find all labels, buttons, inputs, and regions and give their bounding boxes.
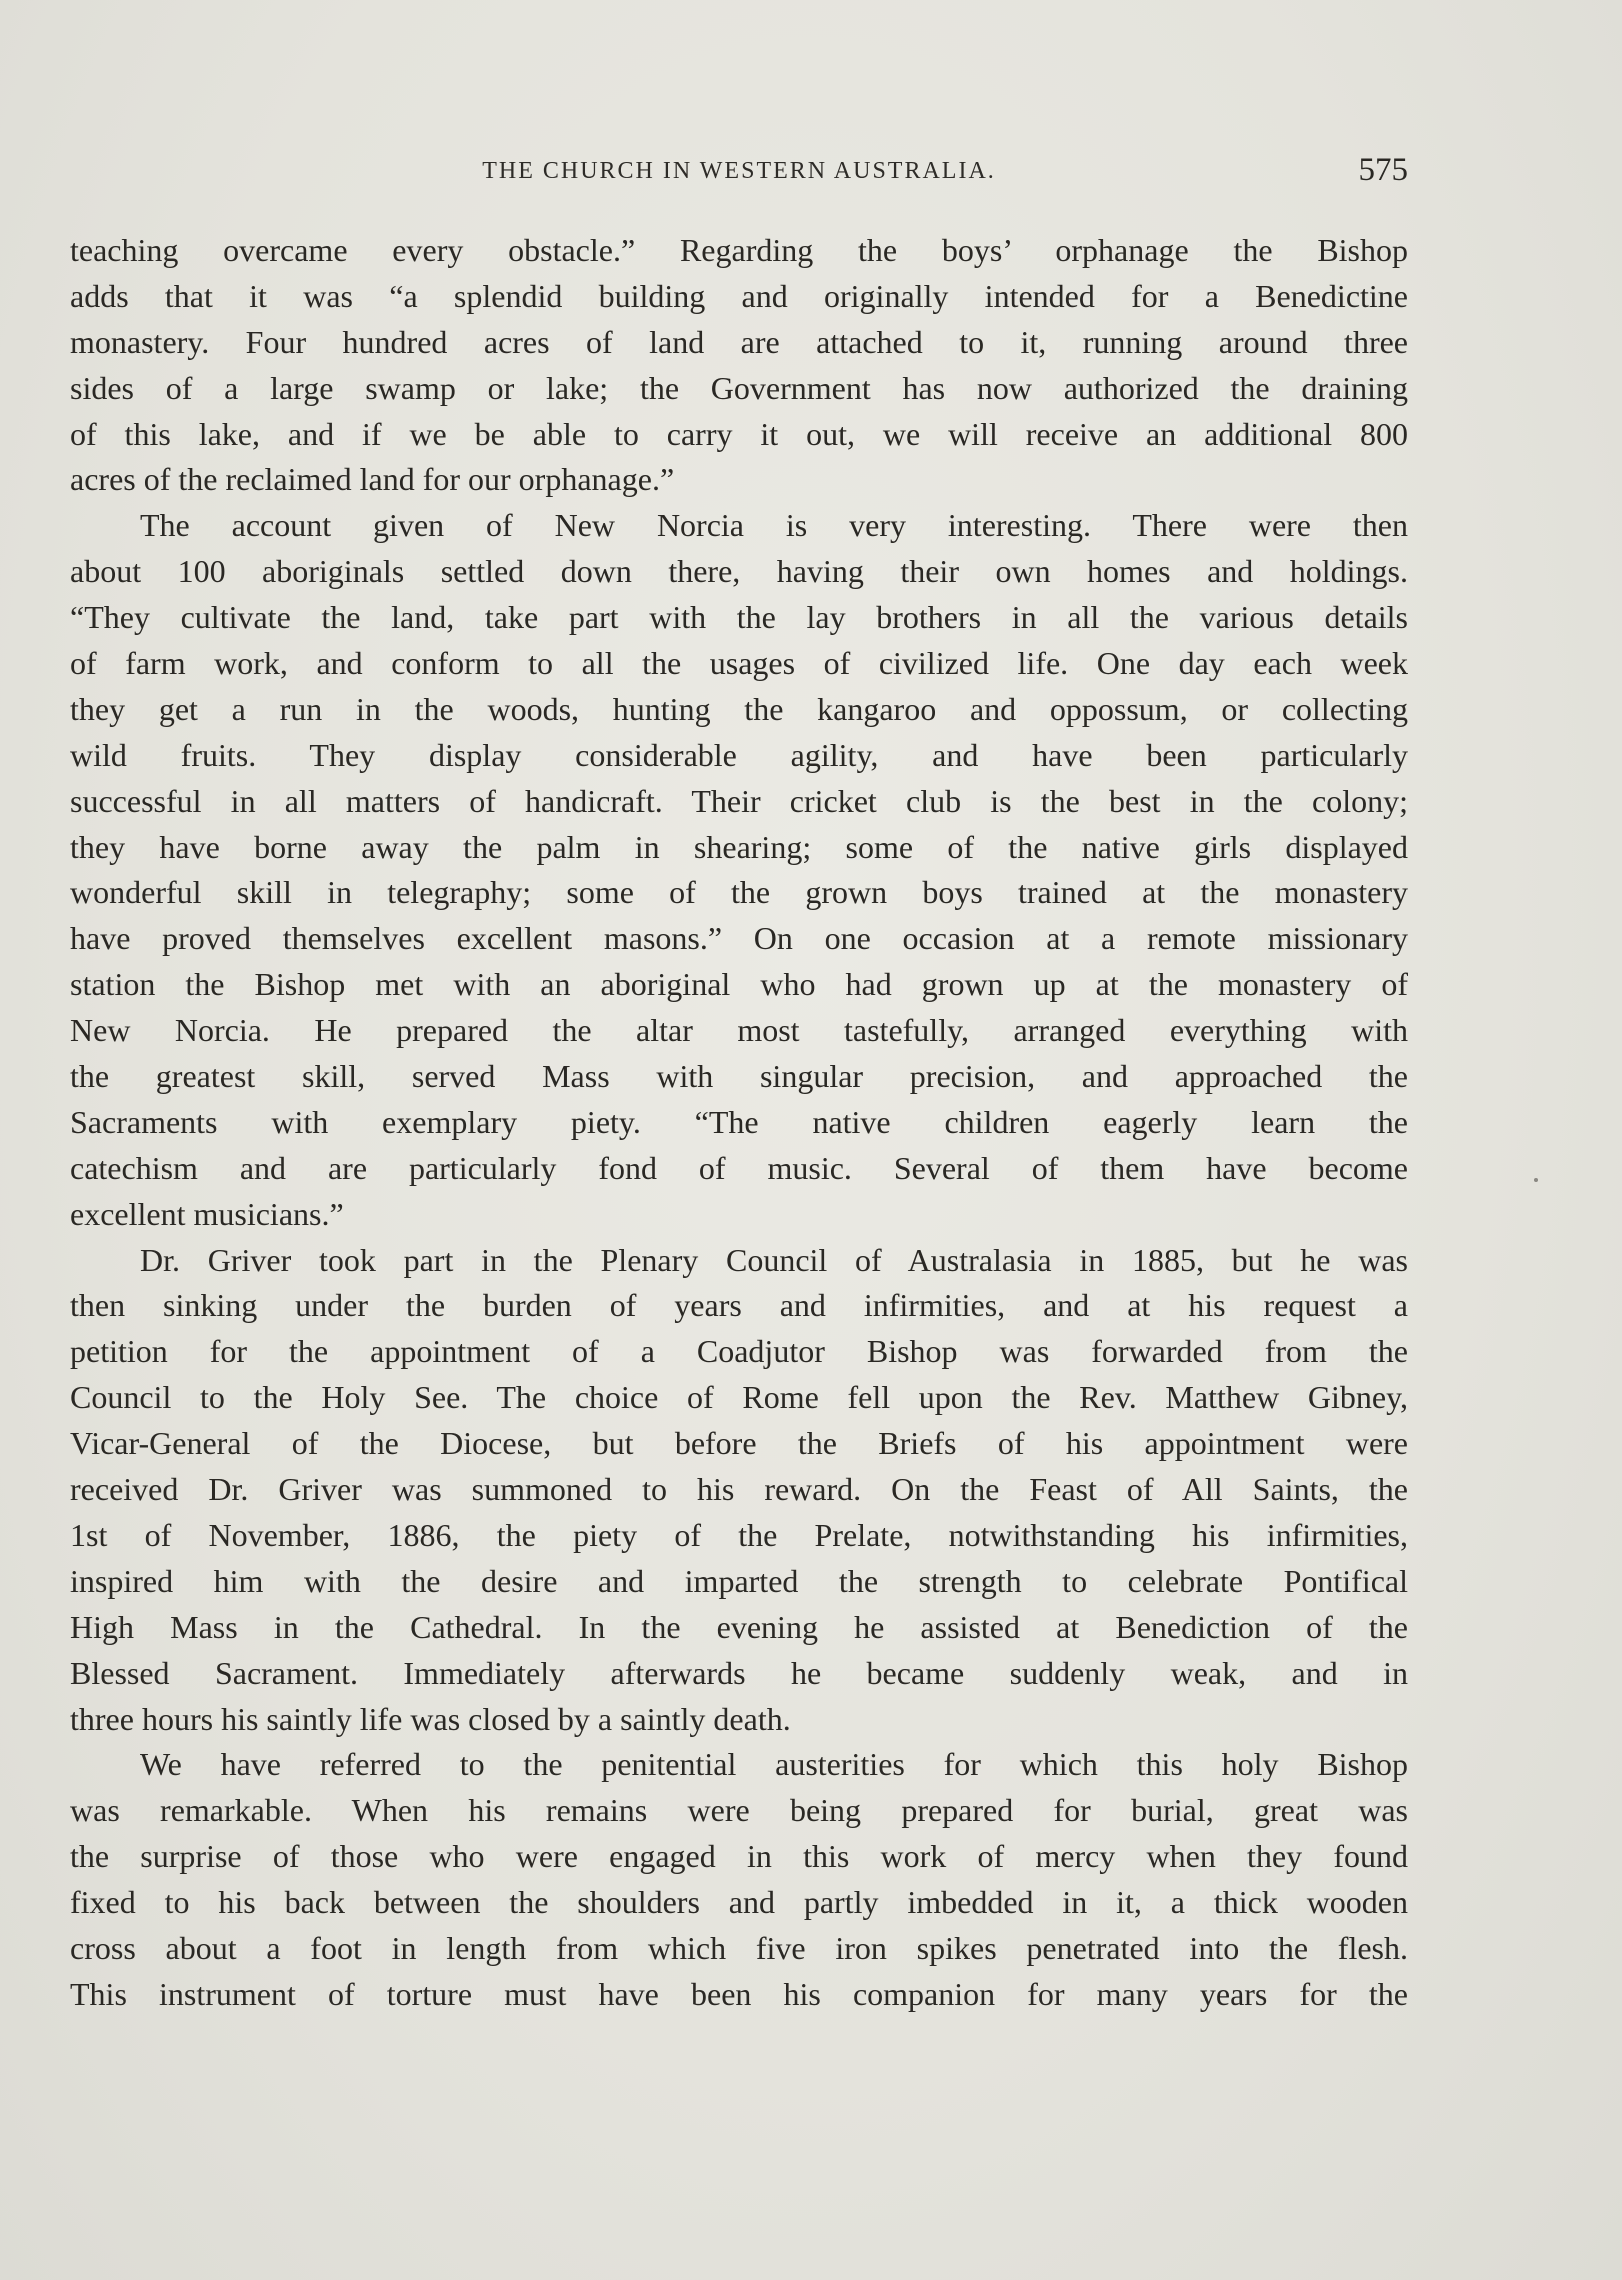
- text-line: cross about a foot in length from which five iron spikes penetrated into the flesh.: [70, 1929, 1408, 1966]
- text-line: excellent musicians.”: [70, 1195, 344, 1232]
- text-line: successful in all matters of handicraft. Their cricket club is the best in the colony;: [70, 782, 1408, 819]
- text-line: sides of a large swamp or lake; the Government has now authorized the draining: [70, 369, 1408, 406]
- text-line: “They cultivate the land, take part with the lay brothers in all the various details: [70, 599, 1408, 636]
- text-line: was remarkable. When his remains were being prepared for burial, great was: [70, 1792, 1408, 1829]
- text-line: Vicar-General of the Diocese, but before the Briefs of his appointment were: [70, 1425, 1408, 1462]
- text-line: High Mass in the Cathedral. In the evening he assisted at Benediction of the: [70, 1608, 1408, 1645]
- text-line: station the Bishop met with an aboriginal who had grown up at the monastery of: [70, 966, 1408, 1003]
- text-line: Council to the Holy See. The choice of Rome fell upon the Rev. Matthew Gibney,: [70, 1379, 1408, 1416]
- text-line: inspired him with the desire and imparted the strength to celebrate Pontifical: [70, 1562, 1408, 1599]
- text-line: three hours his saintly life was closed by a saintly death.: [70, 1700, 791, 1737]
- body-text: [70, 228, 1408, 2018]
- text-line: The account given of New Norcia is very interesting. There were then: [140, 507, 1408, 544]
- text-line: wonderful skill in telegraphy; some of the grown boys trained at the monastery: [70, 874, 1408, 911]
- text-line: of this lake, and if we be able to carry it out, we will receive an additional 800: [70, 415, 1408, 452]
- text-line: Sacraments with exemplary piety. “The native children eagerly learn the: [70, 1103, 1408, 1140]
- text-line: have proved themselves excellent masons.” On one occasion at a remote missionary: [70, 920, 1408, 957]
- text-line: catechism and are particularly fond of music. Several of them have become: [70, 1149, 1408, 1186]
- text-line: the surprise of those who were engaged in this work of mercy when they found: [70, 1838, 1408, 1875]
- text-line: Dr. Griver took part in the Plenary Council of Australasia in 1885, but he was: [140, 1241, 1408, 1278]
- text-line: We have referred to the penitential austerities for which this holy Bishop: [140, 1746, 1408, 1783]
- text-line: 1st of November, 1886, the piety of the Prelate, notwithstanding his infirmities,: [70, 1516, 1408, 1553]
- page-header: [70, 152, 1408, 192]
- text-line: teaching overcame every obstacle.” Regarding the boys’ orphanage the Bishop: [70, 232, 1408, 268]
- text-line: received Dr. Griver was summoned to his reward. On the Feast of All Saints, the: [70, 1471, 1408, 1508]
- text-line: of farm work, and conform to all the usages of civilized life. One day each week: [70, 645, 1408, 682]
- text-line: wild fruits. They display considerable agility, and have been particularly: [70, 736, 1408, 773]
- text-line: This instrument of torture must have been his companion for many years for the: [70, 1975, 1408, 2012]
- page-number: 575: [1358, 152, 1408, 188]
- text-line: monastery. Four hundred acres of land are attached to it, running around three: [70, 323, 1408, 360]
- text-line: Blessed Sacrament. Immediately afterwards he became suddenly weak, and in: [70, 1654, 1408, 1691]
- text-line: then sinking under the burden of years and infirmities, and at his request a: [70, 1287, 1408, 1324]
- text-line: petition for the appointment of a Coadjutor Bishop was forwarded from the: [70, 1333, 1408, 1370]
- text-line: they have borne away the palm in shearing; some of the native girls displayed: [70, 828, 1408, 865]
- text-line: about 100 aboriginals settled down there, having their own homes and holdings.: [70, 553, 1408, 590]
- text-line: the greatest skill, served Mass with singular precision, and approached the: [70, 1058, 1408, 1095]
- text-line: New Norcia. He prepared the altar most tastefully, arranged everything with: [70, 1012, 1408, 1049]
- margin-speck: [1534, 1178, 1538, 1182]
- text-line: acres of the reclaimed land for our orphanage.”: [70, 461, 675, 498]
- text-line: fixed to his back between the shoulders and partly imbedded in it, a thick wooden: [70, 1884, 1408, 1921]
- text-line: adds that it was “a splendid building and originally intended for a Benedictine: [70, 277, 1408, 314]
- text-line: they get a run in the woods, hunting the kangaroo and oppossum, or collecting: [70, 690, 1408, 727]
- running-head: THE CHURCH IN WESTERN AUSTRALIA.: [482, 158, 996, 184]
